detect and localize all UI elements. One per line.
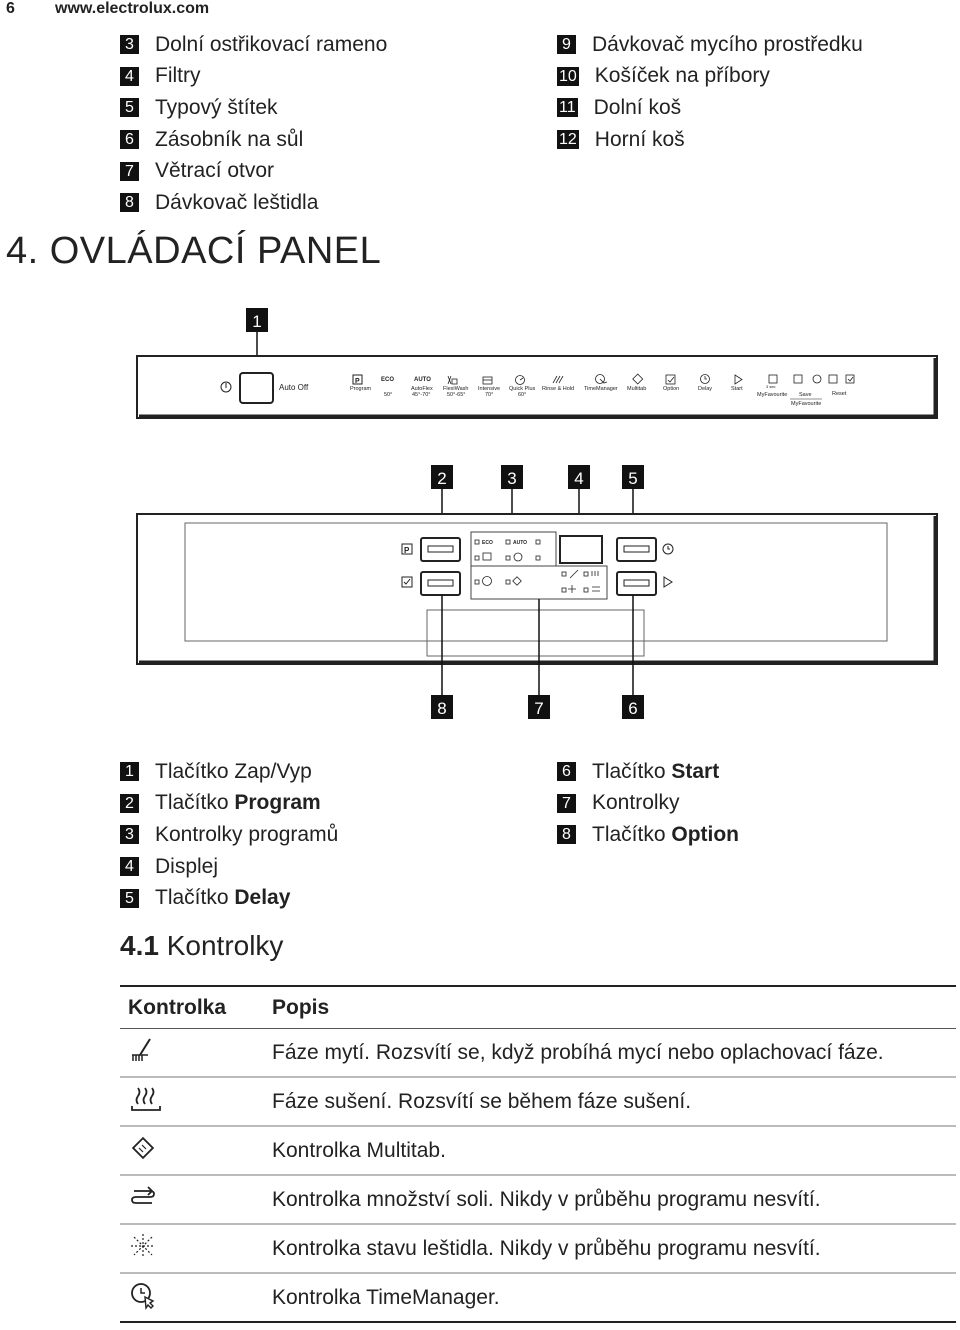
legend-number: 7	[557, 794, 576, 813]
legend-label: Tlačítko Option	[592, 822, 740, 846]
table-cell-icon	[120, 1273, 264, 1322]
indicators-table	[120, 985, 956, 1323]
multitab-icon	[128, 1133, 158, 1163]
column-header-indicator: Kontrolka	[120, 986, 264, 1029]
legend-item	[557, 61, 863, 93]
section-title: 4. OVLÁDACÍ PANEL	[6, 230, 382, 272]
svg-text:P: P	[404, 546, 410, 555]
legend-item	[120, 124, 387, 156]
legend-number: 4	[120, 857, 139, 876]
table-cell-icon	[120, 1029, 264, 1078]
legend-number: 4	[120, 67, 139, 86]
quickplus-label: Quick Plus	[509, 386, 536, 392]
eco-indicator-label: ECO	[482, 540, 493, 546]
callout-2-label: 2	[437, 469, 447, 488]
quickplus-temp: 60°	[518, 392, 527, 398]
program-indicators	[471, 532, 556, 566]
legend-label: Kontrolky	[592, 791, 680, 815]
display	[560, 536, 602, 563]
table-cell-icon	[120, 1175, 264, 1224]
autoflex-temp: 45°-70°	[412, 392, 431, 398]
legend-item	[120, 61, 387, 93]
legend-number: 12	[559, 131, 577, 149]
eco-label: ECO	[381, 377, 395, 383]
legend-label: Dávkovač mycího prostředku	[592, 32, 863, 56]
intensive-label: Intensive	[478, 386, 501, 392]
auto-indicator-label: AUTO	[513, 540, 528, 546]
rinse-aid-icon	[128, 1231, 158, 1261]
parts-legend-right	[557, 29, 863, 155]
drying-phase-icon	[128, 1084, 164, 1114]
legend-item	[557, 819, 739, 851]
legend-label: Větrací otvor	[155, 159, 275, 183]
page-number: 6	[6, 0, 15, 17]
legend-label: Filtry	[155, 64, 201, 88]
salt-icon	[128, 1182, 158, 1212]
legend-label: Zásobník na sůl	[155, 127, 304, 151]
callout-1-label: 1	[252, 312, 262, 331]
parts-legend-left	[120, 29, 387, 219]
table-row	[120, 1126, 956, 1175]
legend-label: Dávkovač leštidla	[155, 190, 319, 214]
option-label: Option	[663, 386, 680, 392]
program-button	[421, 538, 460, 561]
intensive-temp: 70°	[485, 392, 494, 398]
callout-7-label: 7	[534, 699, 544, 718]
legend-item	[120, 187, 387, 219]
svg-text:P: P	[355, 378, 360, 385]
table-cell-description: Kontrolka stavu leštidla. Nikdy v průběhu programu nesvítí.	[264, 1224, 956, 1273]
legend-number: 6	[120, 130, 139, 149]
legend-number: 11	[559, 99, 576, 117]
timemanager-label: TimeManager	[584, 386, 618, 392]
flexiwash-temp: 50°-65°	[447, 392, 466, 398]
program-label: Program	[350, 386, 372, 392]
timemanager-icon	[128, 1280, 158, 1310]
subsection-title: 4.1 Kontrolky	[120, 930, 284, 961]
legend-item	[120, 155, 387, 187]
legend-number: 9	[557, 35, 576, 54]
legend-label: Košíček na příbory	[594, 64, 770, 88]
table-cell-description: Fáze sušení. Rozsvítí se během fáze sušení.	[264, 1077, 956, 1126]
legend-number: 2	[120, 794, 139, 813]
legend-item	[557, 756, 739, 788]
legend-item	[557, 124, 863, 156]
auto-off-label: Auto Off	[279, 383, 309, 392]
legend-label: Tlačítko Program	[155, 791, 321, 815]
legend-number: 10	[559, 67, 577, 85]
legend-label: Dolní ostřikovací rameno	[155, 32, 388, 56]
legend-label: Horní koš	[594, 127, 685, 151]
table-row	[120, 1175, 956, 1224]
panel-legend-right	[557, 756, 739, 851]
rinse-hold-label: Rinse & Hold	[542, 386, 575, 392]
legend-label: Dolní koš	[593, 95, 682, 119]
start-button	[617, 572, 656, 595]
table-cell-icon	[120, 1126, 264, 1175]
callout-4-label: 4	[574, 469, 584, 488]
header-url: www.electrolux.com	[55, 0, 210, 17]
reset-label: Reset	[832, 391, 847, 397]
option-button	[421, 572, 460, 595]
table-cell-icon	[120, 1224, 264, 1273]
auto-label: AUTO	[414, 377, 431, 383]
callout-5-label: 5	[628, 469, 638, 488]
legend-label: Kontrolky programů	[155, 822, 339, 846]
column-header-description: Popis	[264, 986, 956, 1029]
legend-number: 5	[120, 98, 139, 117]
three-sec-label: 3 sec	[766, 384, 776, 389]
table-row	[120, 1077, 956, 1126]
multitab-label: Multitab	[627, 386, 647, 392]
save-label: Save	[799, 392, 812, 398]
table-row	[120, 1029, 956, 1078]
legend-item	[120, 819, 338, 851]
callout-3-label: 3	[507, 469, 517, 488]
washing-phase-icon	[128, 1035, 158, 1065]
table-cell-description: Kontrolka TimeManager.	[264, 1273, 956, 1322]
panel-legend-left	[120, 756, 338, 914]
start-label: Start	[731, 386, 743, 392]
callout-8-label: 8	[437, 699, 447, 718]
legend-number: 8	[557, 825, 576, 844]
table-header-row	[120, 986, 956, 1029]
legend-item	[120, 756, 338, 788]
eco-temp: 50°	[384, 392, 393, 398]
legend-number: 5	[120, 889, 139, 908]
legend-item	[120, 788, 338, 820]
legend-label: Tlačítko Start	[592, 759, 720, 783]
table-row	[120, 1273, 956, 1322]
table-cell-description: Fáze mytí. Rozsvítí se, když probíhá mycí nebo oplachovací fáze.	[264, 1029, 956, 1078]
table-cell-description: Kontrolka množství soli. Nikdy v průběhu programu nesvítí.	[264, 1175, 956, 1224]
legend-label: Tlačítko Delay	[155, 886, 291, 910]
autoflex-label: AutoFlex	[411, 386, 433, 392]
legend-item	[557, 788, 739, 820]
legend-item	[557, 92, 863, 124]
legend-item	[120, 851, 338, 883]
legend-item	[120, 882, 338, 914]
legend-item	[120, 29, 387, 61]
myfavourite-bottom-label: MyFavourite	[791, 401, 822, 407]
myfavourite-label: MyFavourite	[757, 392, 788, 398]
legend-item	[120, 92, 387, 124]
table-row	[120, 1224, 956, 1273]
legend-number: 7	[120, 162, 139, 181]
legend-label: Displej	[155, 854, 219, 878]
power-button	[240, 373, 273, 403]
table-cell-icon	[120, 1077, 264, 1126]
control-panel-diagram	[0, 300, 960, 730]
callout-6-label: 6	[628, 699, 638, 718]
delay-button	[617, 538, 656, 561]
legend-item	[557, 29, 863, 61]
legend-number: 8	[120, 193, 139, 212]
legend-number: 3	[120, 35, 139, 54]
delay-label: Delay	[698, 386, 713, 392]
legend-number: 1	[120, 762, 139, 781]
legend-number: 6	[557, 762, 576, 781]
table-cell-description: Kontrolka Multitab.	[264, 1126, 956, 1175]
flexiwash-label: FlexiWash	[443, 386, 469, 392]
legend-label: Tlačítko Zap/Vyp	[155, 759, 312, 783]
legend-number: 3	[120, 825, 139, 844]
legend-label: Typový štítek	[155, 95, 278, 119]
